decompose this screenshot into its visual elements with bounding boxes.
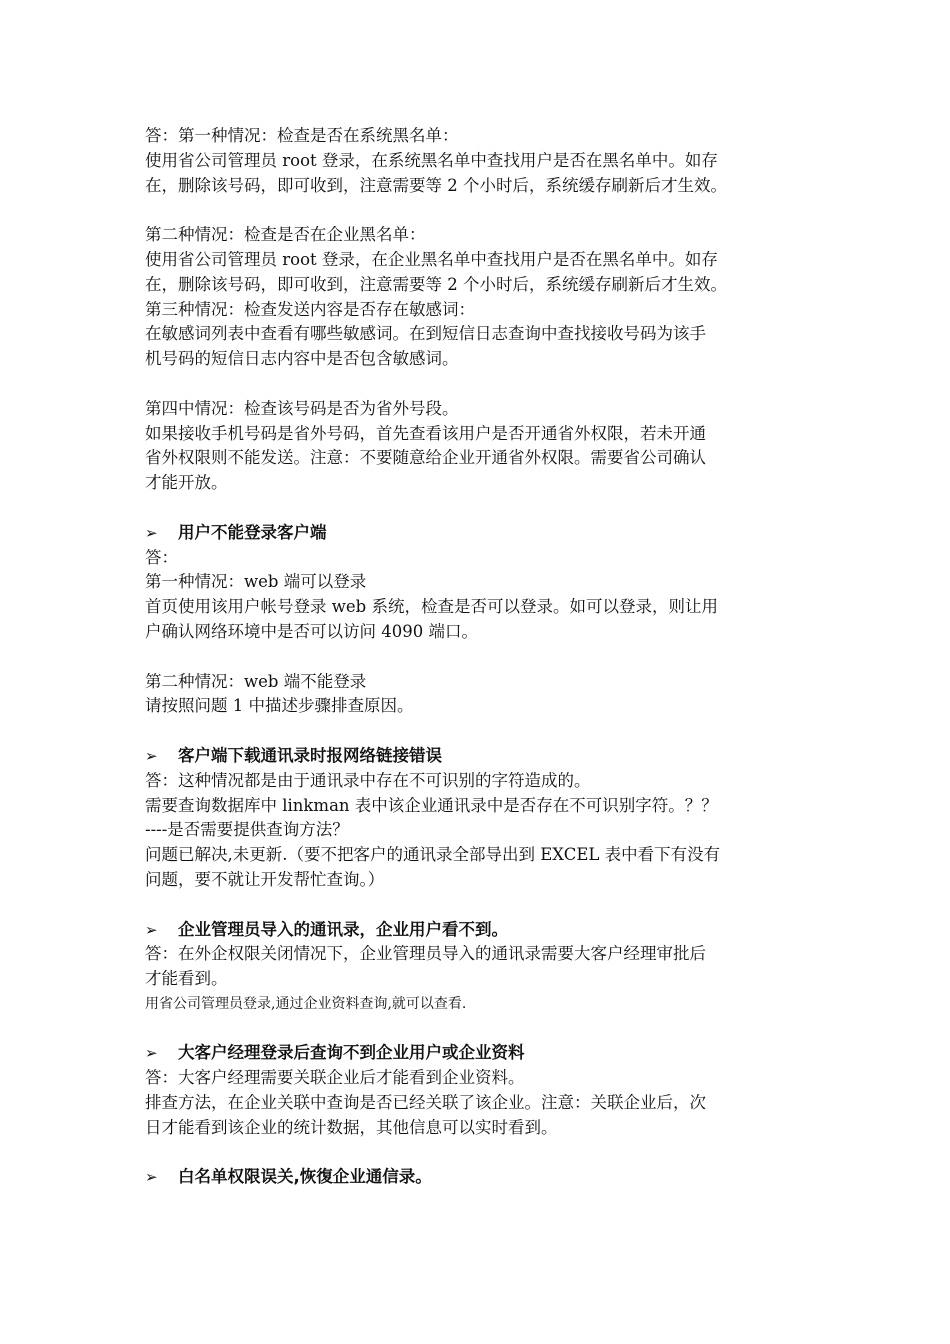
text-line: 才能开放。 (145, 473, 228, 493)
text-line: 省外权限则不能发送。注意：不要随意给企业开通省外权限。需要省公司确认 (145, 448, 706, 468)
heading-1-text: 用户不能登录客户端 (178, 522, 327, 542)
text-line: 排查方法，在企业关联中查询是否已经关联了该企业。注意：关联企业后，次 (145, 1093, 706, 1113)
text-line: 请按照问题 1 中描述步骤排查原因。 (145, 696, 414, 716)
text-line: 答：大客户经理需要关联企业后才能看到企业资料。 (145, 1068, 525, 1088)
heading-3 (145, 918, 815, 943)
heading-3-text: 企业管理员导入的通讯录，企业用户看不到。 (178, 919, 508, 939)
text-line: 答：在外企权限关闭情况下，企业管理员导入的通讯录需要大客户经理审批后 (145, 944, 706, 964)
spacer (145, 1017, 815, 1042)
text-line: 答： (145, 547, 178, 567)
heading-5 (145, 1165, 815, 1190)
spacer (145, 893, 815, 918)
answer-block-2 (145, 546, 815, 744)
text-line: 在，删除该号码，即可收到，注意需要等 2 个小时后，系统缓存刷新后才生效。 (145, 274, 727, 294)
heading-1 (145, 521, 815, 546)
answer-block-5 (145, 1066, 815, 1165)
heading-2-text: 客户端下载通讯录时报网络链接错误 (178, 745, 442, 765)
spacer (145, 372, 815, 397)
text-line: 使用省公司管理员 root 登录，在企业黑名单中查找用户是否在黑名单中。如存 (145, 249, 718, 269)
text-line: 第二种情况：检查是否在企业黑名单： (145, 225, 426, 245)
spacer (145, 719, 815, 744)
text-line: 使用省公司管理员 root 登录，在系统黑名单中查找用户是否在黑名单中。如存 (145, 150, 718, 170)
text-line: 在敏感词列表中查看有哪些敏感词。在到短信日志查询中查找接收号码为该手 (145, 324, 706, 344)
text-line: 问题已解决,未更新.（要不把客户的通讯录全部导出到 EXCEL 表中看下有没有 (145, 845, 721, 865)
bullet-icon: ➢ (145, 920, 158, 939)
text-line: 机号码的短信日志内容中是否包含敏感词。 (145, 349, 459, 369)
heading-4 (145, 1041, 815, 1066)
text-line: 第一种情况：web 端可以登录 (145, 572, 367, 592)
answer-block-3 (145, 769, 815, 918)
bullet-icon: ➢ (145, 1168, 158, 1187)
text-line: 第二种情况：web 端不能登录 (145, 671, 367, 691)
text-line: 第四中情况：检查该号码是否为省外号段。 (145, 398, 459, 418)
text-line: ----是否需要提供查询方法？ (145, 820, 349, 840)
text-line: 需要查询数据库中 linkman 表中该企业通讯录中是否存在不可识别字符。？？ (145, 795, 718, 815)
answer-block-4 (145, 942, 815, 992)
heading-4-text: 大客户经理登录后查询不到企业用户或企业资料 (178, 1043, 525, 1063)
text-line: 答：这种情况都是由于通讯录中存在不可识别的字符造成的。 (145, 770, 591, 790)
text-line: 首页使用该用户帐号登录 web 系统，检查是否可以登录。如可以登录，则让用 (145, 597, 718, 617)
text-line: 问题，要不就让开发帮忙查询。） (145, 869, 385, 889)
spacer (145, 198, 815, 223)
text-line: 日才能看到该企业的统计数据，其他信息可以实时看到。 (145, 1117, 558, 1137)
text-line: 第三种情况：检查发送内容是否存在敏感词： (145, 299, 475, 319)
document-body (145, 124, 815, 1190)
spacer (145, 1141, 815, 1166)
answer-block-1 (145, 124, 815, 521)
bullet-icon: ➢ (145, 746, 158, 765)
heading-2 (145, 744, 815, 769)
text-line: 如果接收手机号码是省外号码，首先查看该用户是否开通省外权限，若未开通 (145, 423, 706, 443)
bullet-icon: ➢ (145, 1044, 158, 1063)
spacer (145, 496, 815, 521)
answer-block-4-note: 用省公司管理员登录,通过企业资料查询,就可以查看. (145, 995, 467, 1012)
text-line: 答：第一种情况：检查是否在系统黑名单： (145, 126, 459, 145)
bullet-icon: ➢ (145, 523, 158, 542)
text-line: 在，删除该号码，即可收到，注意需要等 2 个小时后，系统缓存刷新后才生效。 (145, 175, 727, 195)
text-line: 户确认网络环境中是否可以访问 4090 端口。 (145, 621, 478, 641)
spacer (145, 645, 815, 670)
text-line: 才能看到。 (145, 969, 228, 989)
heading-5-text: 白名单权限误关,恢復企业通信录。 (178, 1167, 432, 1187)
